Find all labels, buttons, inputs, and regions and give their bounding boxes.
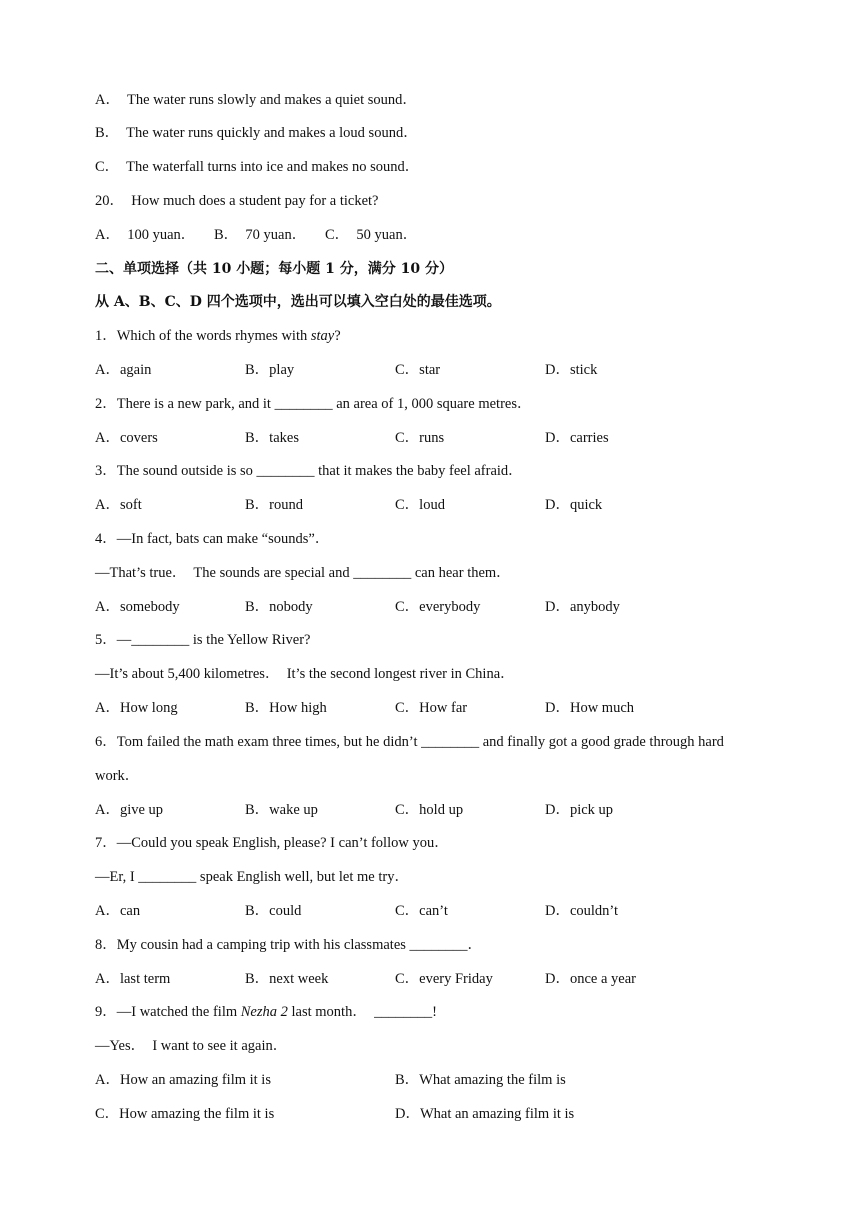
question-9-reply: —Yes． I want to see it again． xyxy=(95,1038,288,1054)
question-7-stem: 7．—Could you speak English, please? I can’t follow you． xyxy=(95,835,449,851)
question-2-stem: 2．There is a new park, and it ________ an area of 1, 000 square metres． xyxy=(95,396,532,412)
question-6-option-b: B．wake up xyxy=(245,802,318,818)
emphasis-word: stay xyxy=(310,328,335,344)
question-4-option-a: A．somebody xyxy=(95,599,180,615)
q19-option-a: A． The water runs slowly and makes a quiet sound． xyxy=(95,92,417,108)
question-4-stem: 4．—In fact, bats can make “sounds”． xyxy=(95,531,330,547)
question-9-option-d: D．What an amazing film it is xyxy=(395,1106,575,1122)
question-5-option-a: A．How long xyxy=(95,700,178,716)
question-3-option-a: A．soft xyxy=(95,497,142,513)
question-3-stem: 3．The sound outside is so ________ that it makes the baby feel afraid． xyxy=(95,463,523,479)
question-8-option-a: A．last term xyxy=(95,971,171,987)
question-7-option-c: C．can’t xyxy=(395,903,448,919)
question-2-option-c: C．runs xyxy=(395,430,445,446)
question-3-option-c: C．loud xyxy=(395,497,445,513)
question-6-option-a: A．give up xyxy=(95,802,164,818)
question-4-reply: —That’s true． The sounds are special and ________ can hear them． xyxy=(95,565,511,581)
question-5-option-d: D．How much xyxy=(545,700,635,716)
question-5-reply: —It’s about 5,400 kilometres． It’s the second longest river in China． xyxy=(95,666,515,682)
q20-option-c: C． 50 yuan． xyxy=(325,227,418,243)
question-9-option-b: B．What amazing the film is xyxy=(395,1072,566,1088)
section-instruction: 从 A、B、C、D 四个选项中，选出可以填入空白处的最佳选项。 xyxy=(95,294,501,310)
question-1-option-a: A．again xyxy=(95,362,152,378)
question-9-option-c: C．How amazing the film it is xyxy=(95,1106,275,1122)
question-9-option-a: A．How an amazing film it is xyxy=(95,1072,271,1088)
question-7-option-a: A．can xyxy=(95,903,141,919)
question-5-option-b: B．How high xyxy=(245,700,327,716)
question-9-stem: 9．—I watched the film Nezha 2 last month． ________! xyxy=(95,1004,437,1020)
question-8-stem: 8．My cousin had a camping trip with his classmates ________． xyxy=(95,937,483,953)
question-8-option-d: D．once a year xyxy=(545,971,636,987)
q19-option-b: B． The water runs quickly and makes a loud sound． xyxy=(95,125,418,141)
q20-option-b: B． 70 yuan． xyxy=(214,227,307,243)
question-3-option-d: D．quick xyxy=(545,497,603,513)
question-4-option-c: C．everybody xyxy=(395,599,481,615)
question-4-option-b: B．nobody xyxy=(245,599,313,615)
question-2-option-d: D．carries xyxy=(545,430,609,446)
question-8-option-c: C．every Friday xyxy=(395,971,493,987)
question-6-option-c: C．hold up xyxy=(395,802,464,818)
question-1-option-d: D．stick xyxy=(545,362,598,378)
question-4-option-d: D．anybody xyxy=(545,599,620,615)
question-7-option-b: B．could xyxy=(245,903,302,919)
question-1-option-b: B．play xyxy=(245,362,295,378)
question-6-option-d: D．pick up xyxy=(545,802,614,818)
question-2-option-b: B．takes xyxy=(245,430,299,446)
q20-stem: 20． How much does a student pay for a ticket? xyxy=(95,193,379,209)
film-title: Nezha 2 xyxy=(240,1004,288,1020)
section-title: 二、单项选择（共 10 小题；每小题 1 分，满分 10 分） xyxy=(95,261,453,277)
question-6-stem: 6．Tom failed the math exam three times, but he didn’t ________ and finally got a good grade through hard xyxy=(95,734,724,750)
question-1-option-c: C．star xyxy=(395,362,441,378)
question-2-option-a: A．covers xyxy=(95,430,158,446)
q19-option-c: C． The waterfall turns into ice and makes no sound． xyxy=(95,159,420,175)
question-1-stem: 1．Which of the words rhymes with stay? xyxy=(95,328,341,344)
question-5-stem: 5．—________ is the Yellow River? xyxy=(95,632,311,648)
question-3-option-b: B．round xyxy=(245,497,303,513)
question-7-reply: —Er, I ________ speak English well, but let me try． xyxy=(95,869,409,885)
q20-option-a: A． 100 yuan． xyxy=(95,227,196,243)
question-6-stem-cont: work． xyxy=(95,768,140,784)
question-7-option-d: D．couldn’t xyxy=(545,903,619,919)
question-8-option-b: B．next week xyxy=(245,971,329,987)
question-5-option-c: C．How far xyxy=(395,700,468,716)
